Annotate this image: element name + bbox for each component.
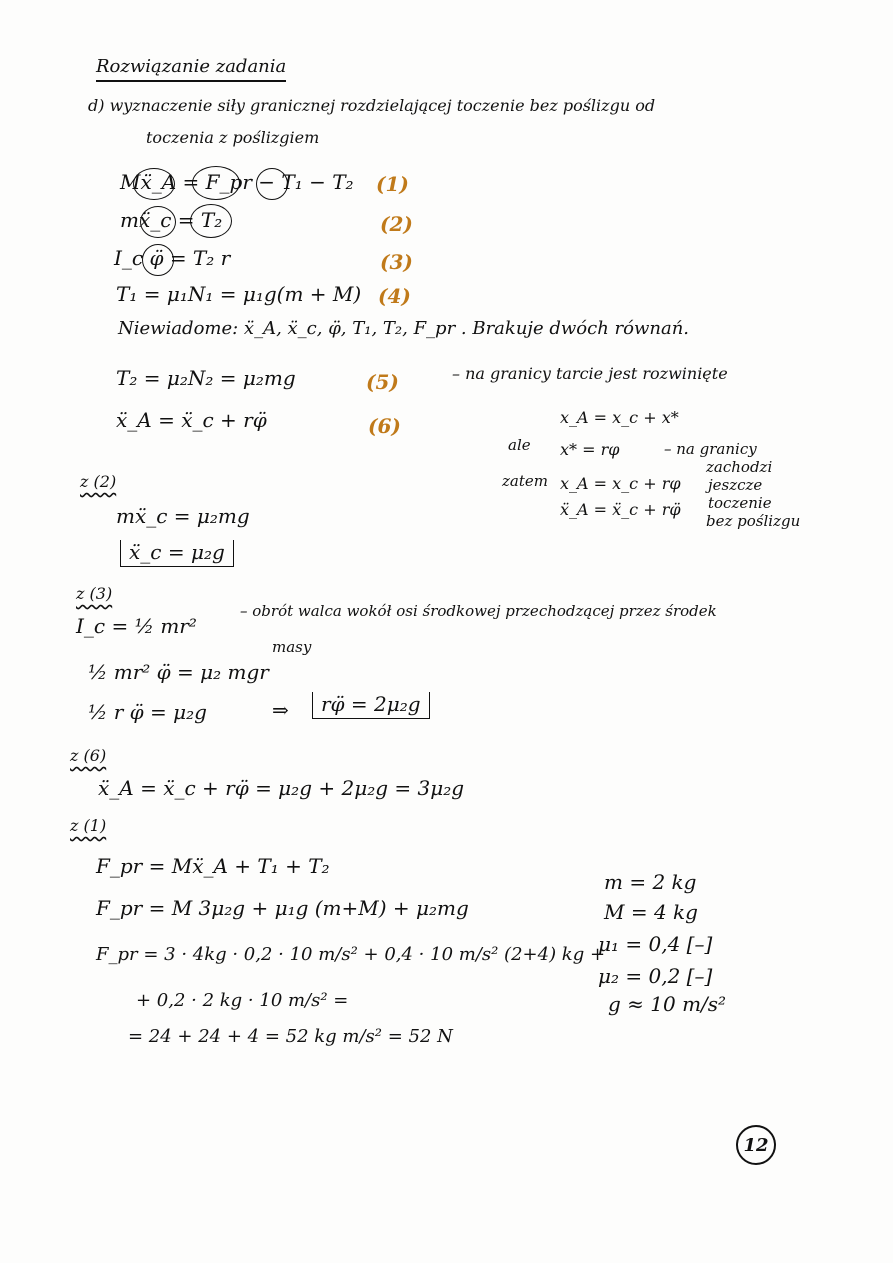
part-d-heading-cont: toczenia z poślizgiem [146,128,320,147]
unknowns-line: Niewiadome: ẍ_A, ẍ_c, φ̈, T₁, T₂, F_pr . Brakuje dwóch równań. [118,318,690,339]
circle-mark [190,204,232,238]
section-z3-line-2: ½ mr² φ̈ = μ₂ mgr [88,660,269,684]
implies-arrow: ⇒ [272,698,289,722]
equation-6-number: (6) [368,414,401,438]
side-note-3: jeszcze [708,476,763,494]
equation-5-note: – na granicy tarcie jest rozwinięte [452,364,728,383]
side-line-1: x_A = x_c + x* [560,408,679,427]
side-note-1: – na granicy [664,440,757,458]
section-z1-line-2: F_pr = M 3μ₂g + μ₁g (m+M) + μ₂mg [96,896,469,920]
side-note-5: bez poślizgu [706,512,801,530]
side-note-4: toczenie [708,494,772,512]
equation-3: I_c φ̈ = T₂ r [114,246,231,270]
given-g: g ≈ 10 m/s² [608,992,727,1016]
section-z3-note: – obrót walca wokół osi środkowej przechodzącej przez środek [240,602,717,620]
circle-mark [133,168,175,200]
section-z1-line-4: + 0,2 · 2 kg · 10 m/s² = [136,990,349,1011]
given-mu1: μ₁ = 0,4 [–] [598,932,713,956]
section-z6-heading: z (6) [70,746,107,765]
side-label-zatem: zatem [502,472,548,490]
side-line-2: x* = rφ [560,440,620,459]
equation-4-number: (4) [378,284,411,308]
section-z3-result: rφ̈ = 2μ₂g [312,692,430,719]
equation-2-number: (2) [380,212,413,236]
given-M: M = 4 kg [604,900,698,924]
equation-5: T₂ = μ₂N₂ = μ₂mg [116,366,296,390]
section-z3-heading: z (3) [76,584,113,603]
section-z2-result: ẍ_c = μ₂g [120,540,234,567]
equation-6: ẍ_A = ẍ_c + rφ̈ [116,408,267,432]
section-z3-line-3: ½ r φ̈ = μ₂g [88,700,207,724]
circle-mark [142,244,174,276]
section-z6-line: ẍ_A = ẍ_c + rφ̈ = μ₂g + 2μ₂g = 3μ₂g [98,776,465,800]
section-z1-result: = 24 + 24 + 4 = 52 kg m/s² = 52 N [128,1026,453,1047]
circle-mark [192,166,240,200]
equation-4: T₁ = μ₁N₁ = μ₁g(m + M) [116,282,362,306]
section-z1-line-3: F_pr = 3 · 4kg · 0,2 · 10 m/s² + 0,4 · 10 m/s² (2+4) kg + [96,944,606,965]
circle-mark [140,206,176,238]
equation-1-number: (1) [376,172,409,196]
given-m: m = 2 kg [604,870,697,894]
section-z1-line-1: F_pr = Mẍ_A + T₁ + T₂ [96,854,330,878]
side-line-4: x_A = x_c + rφ [560,474,681,493]
section-z1-heading: z (1) [70,816,107,835]
side-note-2: zachodzi [706,458,773,476]
equation-2: mẍ_c = T₂ [120,208,223,232]
side-line-6: ẍ_A = ẍ_c + rφ̈ [560,500,681,519]
section-z2-heading: z (2) [80,472,117,491]
part-d-heading: d) wyznaczenie siły granicznej rozdzielającej toczenie bez poślizgu od [88,96,656,115]
section-z3-note-cont: masy [272,638,312,656]
equation-1: Mẍ_A = F_pr − T₁ − T₂ [120,170,354,194]
equation-5-number: (5) [366,370,399,394]
section-z2-line: mẍ_c = μ₂mg [116,504,250,528]
page-title: Rozwiązanie zadania [96,56,286,82]
side-label-ale: ale [508,436,531,454]
page-number: 12 [736,1125,776,1165]
section-z3-line-1: I_c = ½ mr² [76,614,197,638]
circle-mark [256,168,288,200]
equation-3-number: (3) [380,250,413,274]
given-mu2: μ₂ = 0,2 [–] [598,964,713,988]
